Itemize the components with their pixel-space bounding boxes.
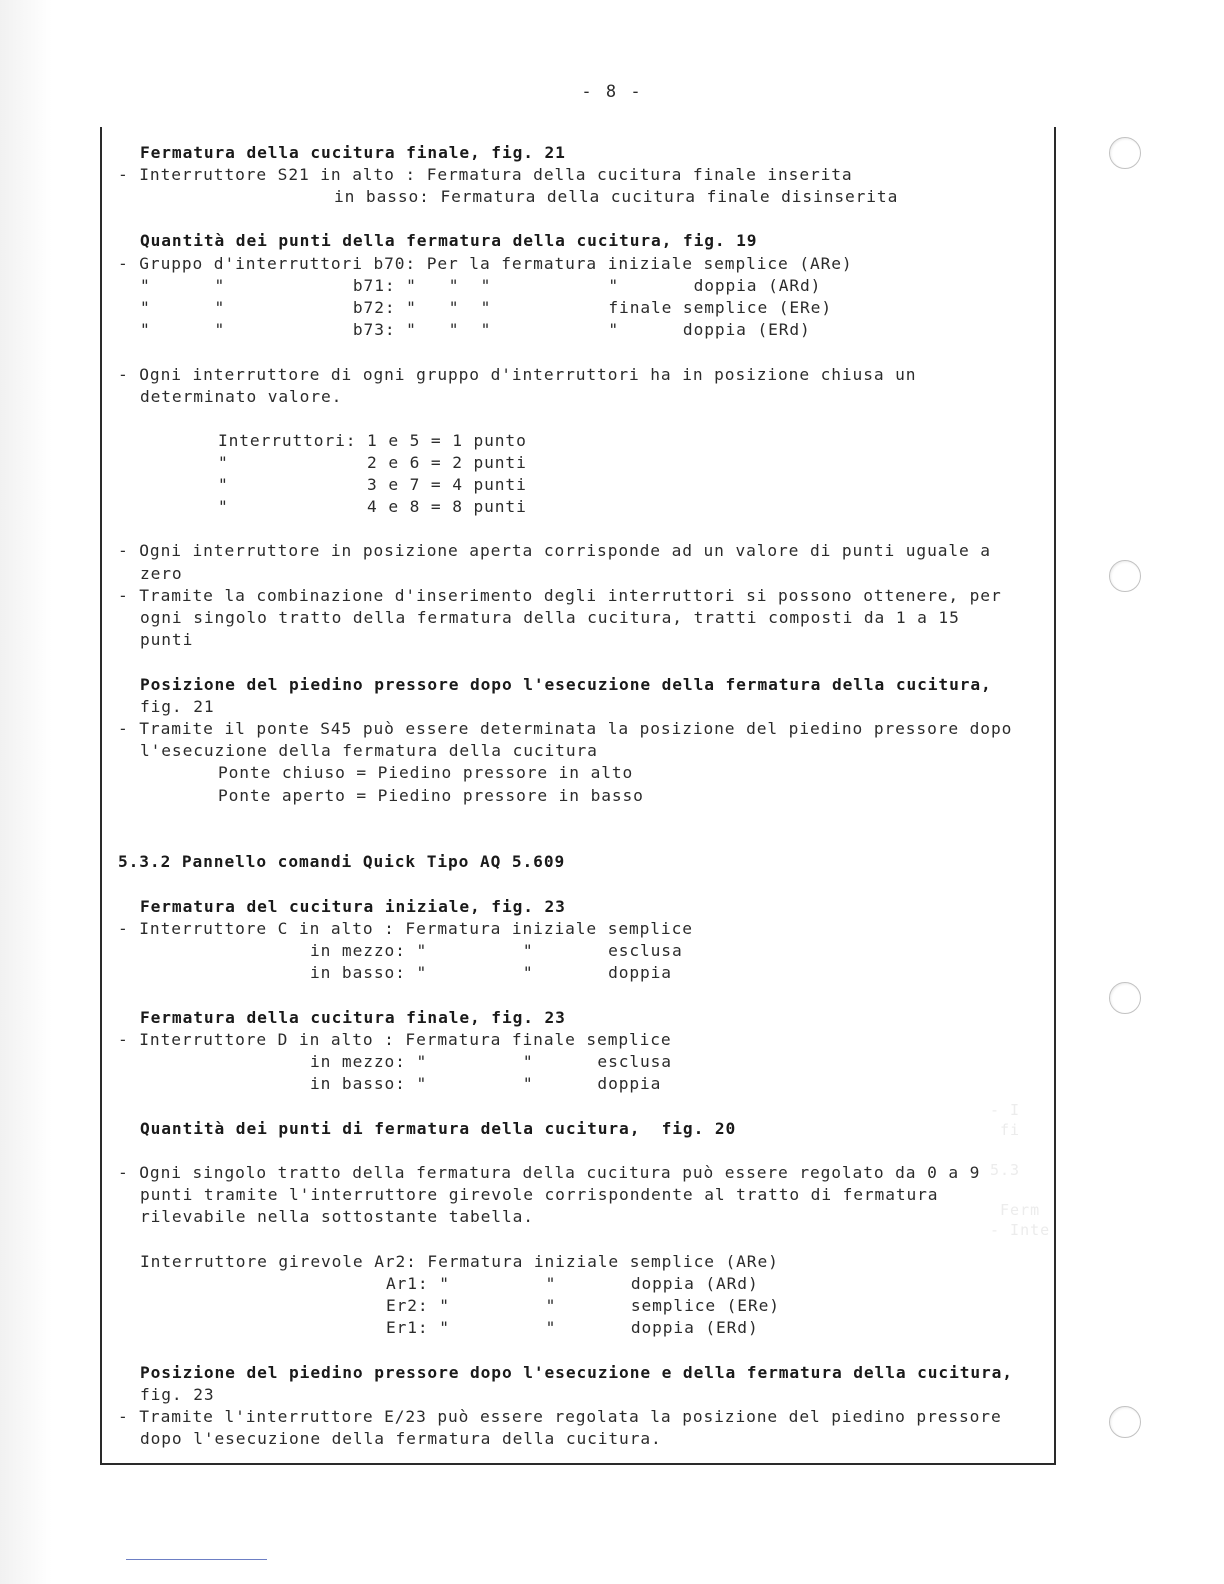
bottom-blue-rule xyxy=(126,1559,267,1560)
punch-hole-2 xyxy=(1109,560,1141,592)
text-line: in basso: " " doppia xyxy=(310,963,672,982)
text-line: ogni singolo tratto della fermatura della cucitura, tratti composti da 1 a 15 xyxy=(140,608,960,627)
section-heading: Quantità dei punti di fermatura della cucitura, fig. 20 xyxy=(140,1119,737,1138)
text-line: Ar1: " " doppia (ARd) xyxy=(386,1274,759,1293)
text-line: in mezzo: " " esclusa xyxy=(310,1052,672,1071)
punch-hole-4 xyxy=(1109,1406,1141,1438)
text-line: Ponte aperto = Piedino pressore in basso xyxy=(218,786,644,805)
text-line: - Tramite il ponte S45 può essere determinata la posizione del piedino pressore dopo xyxy=(118,719,1013,738)
text-line: rilevabile nella sottostante tabella. xyxy=(140,1207,534,1226)
text-line: l'esecuzione della fermatura della cucitura xyxy=(140,741,598,760)
text-line: Ponte chiuso = Piedino pressore in alto xyxy=(218,763,634,782)
text-line: " " b72: " " " finale semplice (ERe) xyxy=(140,298,832,317)
text-line: " 2 e 6 = 2 punti xyxy=(218,453,527,472)
text-line: - Interruttore C in alto : Fermatura iniziale semplice xyxy=(118,919,693,938)
text-line: - Tramite la combinazione d'inserimento degli interruttori si possono ottenere, per xyxy=(118,586,1002,605)
text-line: - Interruttore D in alto : Fermatura finale semplice xyxy=(118,1030,672,1049)
text-line: in mezzo: " " esclusa xyxy=(310,941,683,960)
text-line: in basso: " " doppia xyxy=(310,1074,662,1093)
section-heading: Posizione del piedino pressore dopo l'esecuzione della fermatura della cucitura, xyxy=(140,675,992,694)
punch-hole-1 xyxy=(1109,137,1141,169)
text-line: - Ogni singolo tratto della fermatura della cucitura può essere regolato da 0 a 9 xyxy=(118,1163,981,1182)
section-heading: Fermatura della cucitura finale, fig. 21 xyxy=(140,143,566,162)
text-line: " " b71: " " " " doppia (ARd) xyxy=(140,276,822,295)
section-heading: 5.3.2 Pannello comandi Quick Tipo AQ 5.609 xyxy=(118,852,566,871)
frame-right-border xyxy=(1054,127,1056,1465)
text-line: - Gruppo d'interruttori b70: Per la fermatura iniziale semplice (ARe) xyxy=(118,254,853,273)
paper-edge-shadow xyxy=(0,0,52,1584)
text-line: fig. 23 xyxy=(140,1385,215,1404)
section-heading: Posizione del piedino pressore dopo l'esecuzione e della fermatura della cucitura, xyxy=(140,1363,1013,1382)
text-line: punti tramite l'interruttore girevole corrispondente al tratto di fermatura xyxy=(140,1185,939,1204)
bleed-through-text: - I fi 5.3 Ferm - Inte xyxy=(990,1101,1051,1239)
text-line: - Ogni interruttore in posizione aperta corrisponde ad un valore di punti uguale a xyxy=(118,541,991,560)
text-line: - Interruttore S21 in alto : Fermatura della cucitura finale inserita xyxy=(118,165,853,184)
section-heading: Quantità dei punti della fermatura della cucitura, fig. 19 xyxy=(140,231,758,250)
text-line: zero xyxy=(140,564,183,583)
text-line: Er1: " " doppia (ERd) xyxy=(386,1318,759,1337)
text-line: " " b73: " " " " doppia (ERd) xyxy=(140,320,811,339)
text-line: Interruttori: 1 e 5 = 1 punto xyxy=(218,431,527,450)
text-line: punti xyxy=(140,630,194,649)
text-line: in basso: Fermatura della cucitura finale disinserita xyxy=(334,187,899,206)
page-number: - 8 - xyxy=(581,82,643,102)
text-line: fig. 21 xyxy=(140,697,215,716)
text-line: - Ogni interruttore di ogni gruppo d'interruttori ha in posizione chiusa un xyxy=(118,365,917,384)
section-heading: Fermatura del cucitura iniziale, fig. 23 xyxy=(140,897,566,916)
text-line: Interruttore girevole Ar2: Fermatura iniziale semplice (ARe) xyxy=(140,1252,779,1271)
text-line: " 3 e 7 = 4 punti xyxy=(218,475,527,494)
text-line: determinato valore. xyxy=(140,387,343,406)
section-heading: Fermatura della cucitura finale, fig. 23 xyxy=(140,1008,566,1027)
text-line: dopo l'esecuzione della fermatura della cucitura. xyxy=(140,1429,662,1448)
punch-hole-3 xyxy=(1109,982,1141,1014)
frame-bottom-border xyxy=(100,1463,1056,1465)
text-line: " 4 e 8 = 8 punti xyxy=(218,497,527,516)
frame-left-border xyxy=(100,127,102,1465)
text-line: Er2: " " semplice (ERe) xyxy=(386,1296,780,1315)
text-line: - Tramite l'interruttore E/23 può essere regolata la posizione del piedino pressore xyxy=(118,1407,1002,1426)
